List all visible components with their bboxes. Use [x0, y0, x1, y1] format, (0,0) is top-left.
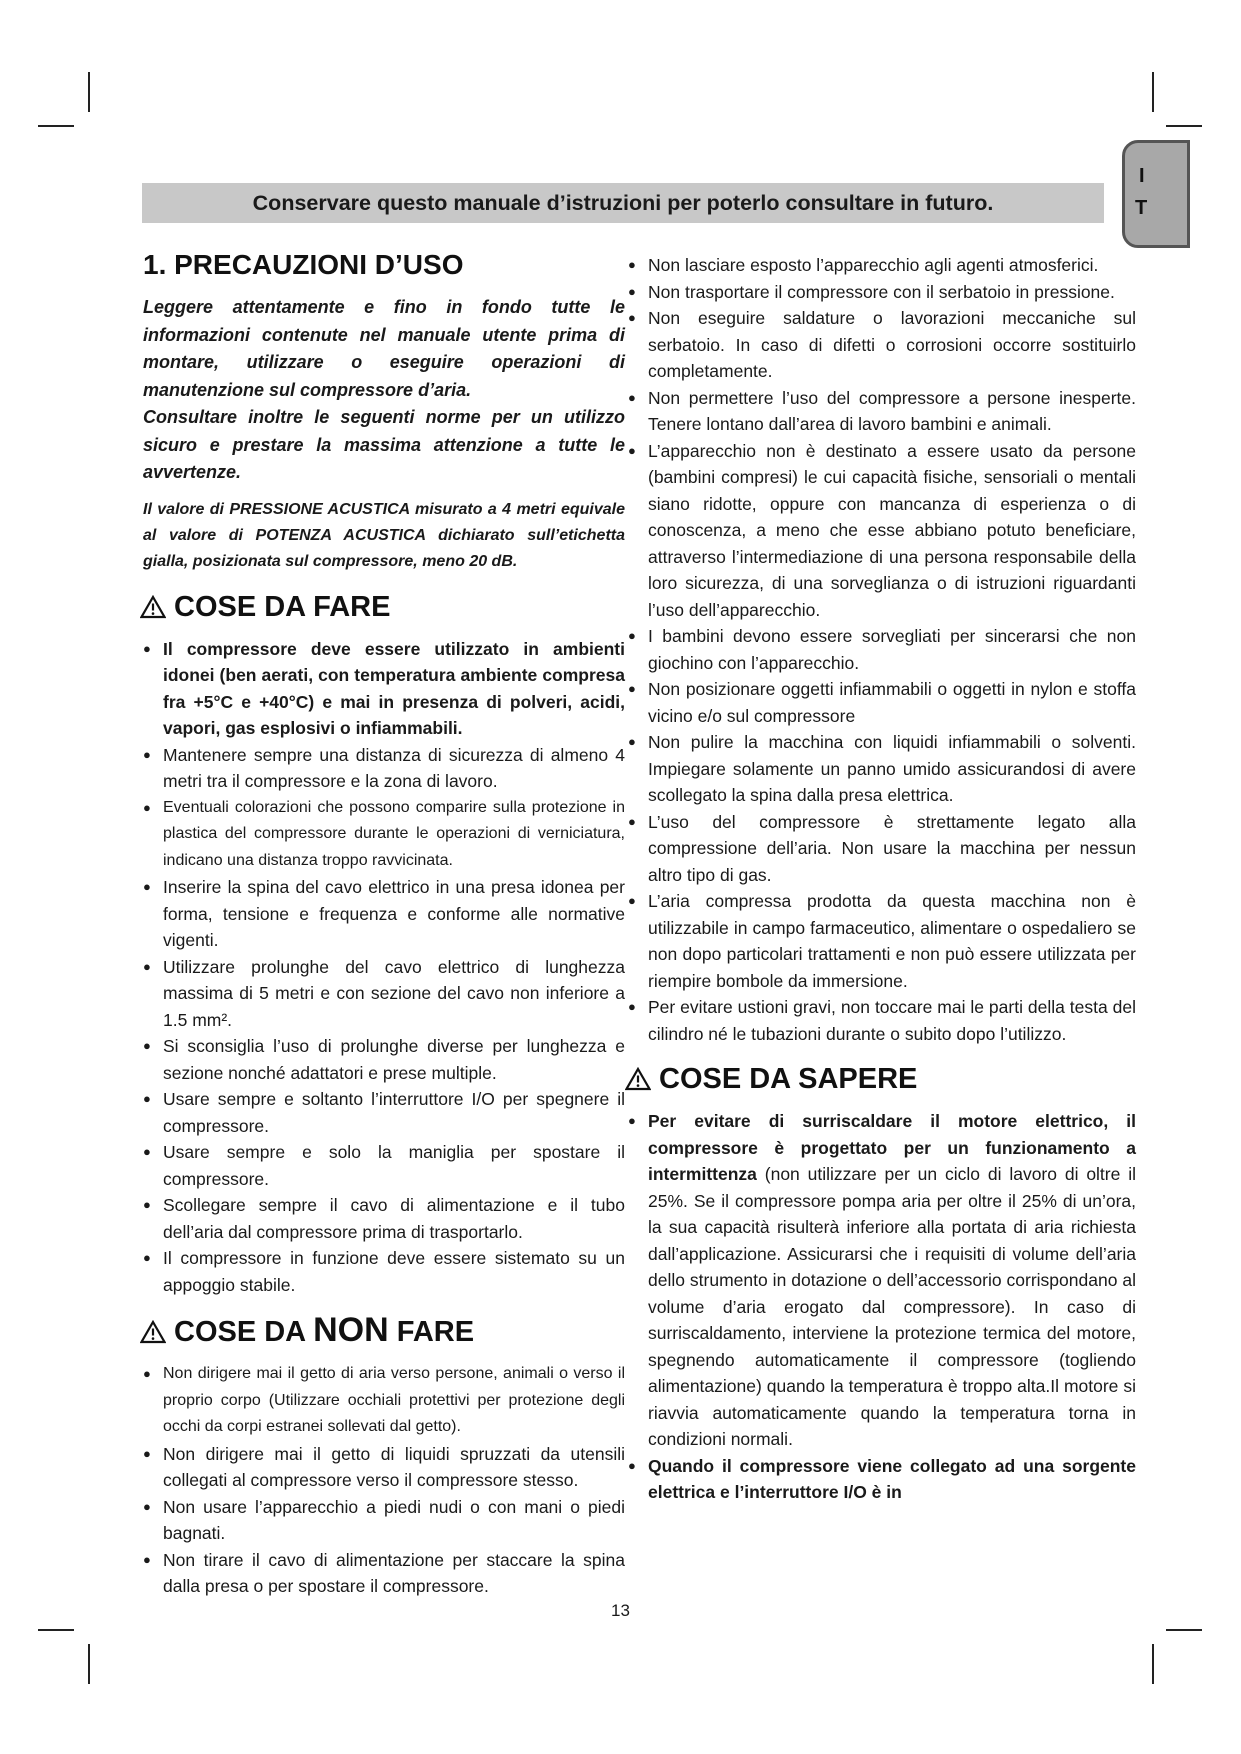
crop-mark — [1152, 72, 1154, 112]
list-item: ● Non trasportare il compressore con il serbatoio in pressione. — [628, 279, 1136, 306]
crop-mark — [88, 1644, 90, 1684]
list-item: ● Utilizzare prolunghe del cavo elettrico di lunghezza massima di 5 metri e con sezione del cavo non inferiore a 1.5 mm². — [143, 954, 625, 1034]
list-item: ● Eventuali colorazioni che possono comparire sulla protezione in plastica del compressore durante le operazioni di verniciatura, indicano una distanza troppo ravvicinata. — [143, 795, 625, 875]
list-item: ● Mantenere sempre una distanza di sicurezza di almeno 4 metri tra il compressore e la zona di lavoro. — [143, 742, 625, 795]
list-item: ● Non permettere l’uso del compressore a persone inesperte. Tenere lontano dall’area di lavoro bambini e animali. — [628, 385, 1136, 438]
list-item: ● Inserire la spina del cavo elettrico in una presa idonea per forma, tensione e frequenza e conforme alle normative vigenti. — [143, 874, 625, 954]
left-column — [143, 248, 625, 1600]
warning-icon — [625, 1064, 651, 1100]
do-title: COSE DA FARE — [174, 590, 391, 623]
list-item: ● Non tirare il cavo di alimentazione per staccare la spina dalla presa o per spostare il compressore. — [143, 1547, 625, 1600]
warning-icon — [140, 1317, 166, 1353]
dont-heading — [140, 1312, 625, 1353]
crop-mark — [38, 1629, 74, 1631]
list-item: ● Non lasciare esposto l’apparecchio agli agenti atmosferici. — [628, 252, 1136, 279]
page-number: 13 — [611, 1601, 630, 1620]
list-item: ● Non dirigere mai il getto di aria verso persone, animali o verso il proprio corpo (Utilizzare occhiali protettivi per protezione degli occhi da corpi estranei sollevati dal getto). — [143, 1361, 625, 1441]
dont-list-left — [143, 1361, 625, 1600]
list-item: ● Non pulire la macchina con liquidi infiammabili o solventi. Impiegare solamente un panno umido assicurandosi di avere scollegato la spina dalla presa elettrica. — [628, 729, 1136, 809]
do-list — [143, 636, 625, 1299]
dont-list-right — [628, 252, 1136, 1047]
list-item: ● L’uso del compressore è strettamente legato alla compressione dell’aria. Non usare la macchina per nessun altro tipo di gas. — [628, 809, 1136, 889]
language-tab-letter: T — [1135, 197, 1148, 219]
list-item: ● Scollegare sempre il cavo di alimentazione e il tubo dell’aria dal compressore prima di trasportarlo. — [143, 1192, 625, 1245]
list-item: ● Usare sempre e soltanto l’interruttore I/O per spegnere il compressore. — [143, 1086, 625, 1139]
warning-icon — [140, 592, 166, 628]
know-heading — [625, 1061, 1136, 1100]
crop-mark — [38, 125, 74, 127]
list-item: ● Non usare l’apparecchio a piedi nudi o con mani o piedi bagnati. — [143, 1494, 625, 1547]
list-item: ● Per evitare ustioni gravi, non toccare mai le parti della testa del cilindro né le tubazioni durante o subito dopo l’utilizzo. — [628, 994, 1136, 1047]
list-item: ● Non eseguire saldature o lavorazioni meccaniche sul serbatoio. In caso di difetti o corrosioni occorre sostituirlo completamente. — [628, 305, 1136, 385]
do-heading — [140, 589, 625, 628]
intro-paragraph: Leggere attentamente e fino in fondo tutte le informazioni contenute nel manuale utente prima di montare, utilizzare o eseguire operazioni di manutenzione sul compressore d’aria. — [143, 297, 625, 400]
know-title: COSE DA SAPERE — [659, 1063, 918, 1095]
acoustic-note: Il valore di PRESSIONE ACUSTICA misurato a 4 metri equivale al valore di POTENZA ACUSTICA dichiarato sull’etichetta gialla, posizionata sul compressore, meno 20 dB. — [143, 500, 625, 570]
language-tab-letter: I — [1139, 165, 1145, 187]
list-item: ● L’apparecchio non è destinato a essere usato da persone (bambini compresi) le cui capacità fisiche, sensoriali o mentali siano ridotte, oppure con mancanza di esperienza o di conoscenza, a meno che esse abbiano potuto beneficiare, attraverso l’intermediazione di una persona responsabile della loro sicurezza, di una sorveglianza o di istruzioni riguardanti l’uso dell’apparecchio. — [628, 438, 1136, 624]
know-text: (non utilizzare per un ciclo di lavoro di oltre il 25%. Se il compressore pompa aria per oltre il 25% di un’ora, la sua capacità risulterà inferiore alla portata di aria richiesta dall’applicazione. Assicurarsi che i requisiti di volume dell’aria dello strumento in dotazione o dell’accessorio corrispondano al volume d’aria erogato dal compressore). In caso di surriscaldamento, interviene la protezione termica del motore, spegnendo automaticamente il compressore (togliendo alimentazione) quando la temperatura è troppo alta.Il motore si riavvia automaticamente quando la temperatura torna in condizioni normali. — [648, 1164, 1136, 1449]
list-item: ● Si sconsiglia l’uso di prolunghe diverse per lunghezza e sezione nonché adattatori e prese multiple. — [143, 1033, 625, 1086]
crop-mark — [1152, 1644, 1154, 1684]
dont-title-prefix: COSE DA — [174, 1316, 314, 1348]
crop-mark — [1166, 1629, 1202, 1631]
list-item: ● L’aria compressa prodotta da questa macchina non è utilizzabile in campo farmaceutico, alimentare o ospedaliero se non dopo particolari trattamenti e non può essere utilizzata per riempire bombole da immersione. — [628, 888, 1136, 994]
crop-mark — [1166, 125, 1202, 127]
list-item: ● Non posizionare oggetti infiammabili o oggetti in nylon e stoffa vicino e/o sul compressore — [628, 676, 1136, 729]
list-item: ● I bambini devono essere sorvegliati per sincerarsi che non giochino con l’apparecchio. — [628, 623, 1136, 676]
banner: Conservare questo manuale d’istruzioni per poterlo consultare in futuro. — [142, 183, 1104, 223]
language-tab — [1122, 140, 1190, 248]
list-item: ● Non dirigere mai il getto di liquidi spruzzati da utensili collegati al compressore verso il compressore stesso. — [143, 1441, 625, 1494]
dont-title-suffix: FARE — [388, 1316, 475, 1348]
dont-title-emphasis: NON — [313, 1311, 389, 1349]
know-bold-text: Per evitare di surriscaldare il motore elettrico, il compressore è progettato per un funzionamento a intermittenza — [648, 1111, 1136, 1184]
list-item — [628, 1108, 1136, 1453]
section-title: 1. PRECAUZIONI D’USO — [143, 249, 464, 280]
list-item: ● Usare sempre e solo la maniglia per spostare il compressore. — [143, 1139, 625, 1192]
crop-mark — [88, 72, 90, 112]
list-item: ● Quando il compressore viene collegato ad una sorgente elettrica e l’interruttore I/O è in — [628, 1453, 1136, 1506]
know-list — [628, 1108, 1136, 1506]
right-column — [628, 252, 1136, 1506]
intro-paragraph: Consultare inoltre le seguenti norme per un utilizzo sicuro e prestare la massima attenzione a tutte le avvertenze. — [143, 407, 625, 482]
list-item: ● Il compressore deve essere utilizzato in ambienti idonei (ben aerati, con temperatura ambiente compresa fra +5°C e +40°C) e mai in presenza di polveri, acidi, vapori, gas esplosivi o infiammabili. — [143, 636, 625, 742]
list-item: ● Il compressore in funzione deve essere sistemato su un appoggio stabile. — [143, 1245, 625, 1298]
